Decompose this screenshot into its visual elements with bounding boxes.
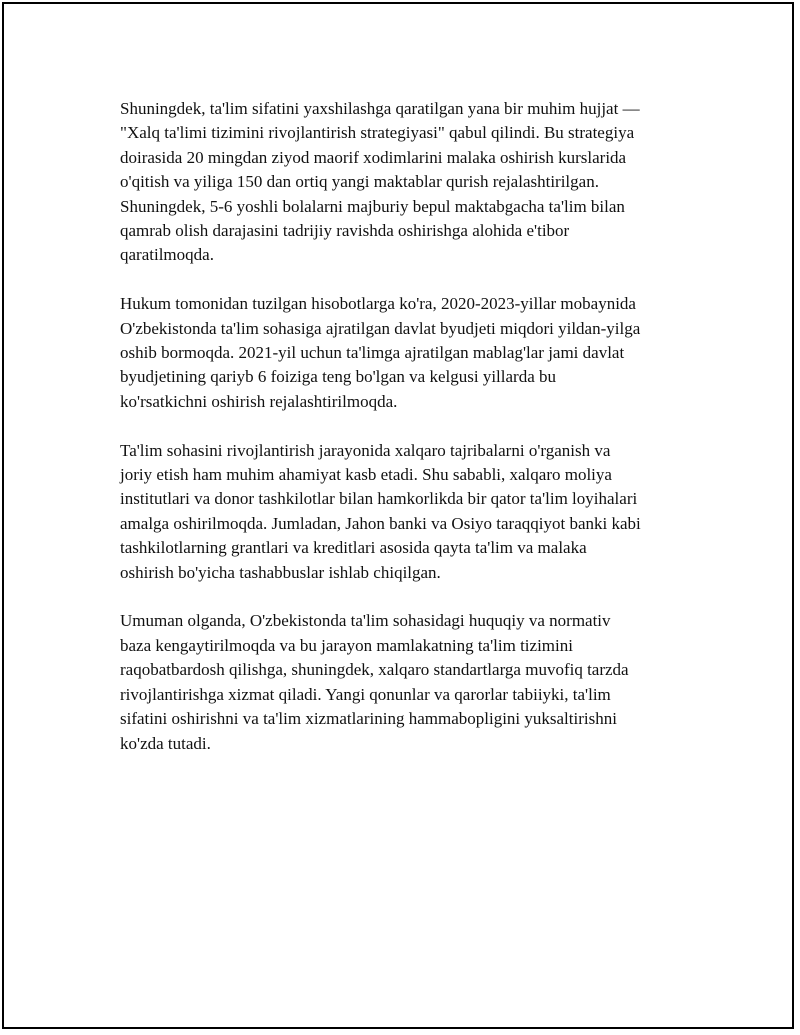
document-page — [2, 2, 794, 1029]
text-line: byudjetining qariyb 6 foiziga teng bo'lgan va kelgusi yillarda bu — [120, 367, 556, 387]
text-line: Shuningdek, ta'lim sifatini yaxshilashga qaratilgan yana bir muhim hujjat — — [120, 99, 640, 118]
text-line: "Xalq ta'limi tizimini rivojlantirish strategiyasi" qabul qilindi. Bu strategiya — [120, 123, 635, 143]
text-line: o'qitish va yiliga 150 dan ortiq yangi maktablar qurish rejalashtirilgan. — [120, 172, 599, 192]
text-line: sifatini oshirishni va ta'lim xizmatlarining hammabopligini yuksaltirishni — [120, 709, 617, 729]
text-line: ko'zda tutadi. — [120, 733, 211, 753]
text-line: doirasida 20 mingdan ziyod maorif xodimlarini malaka oshirish kurslarida — [120, 147, 627, 167]
text-line: raqobatbardosh qilishga, shuningdek, xalqaro standartlarga muvofiq tarzda — [120, 660, 629, 680]
text-line: oshib bormoqda. 2021-yil uchun ta'limga ajratilgan mablag'lar jami davlat — [120, 343, 625, 363]
text-line: ko'rsatkichni oshirish rejalashtirilmoqda. — [120, 391, 398, 411]
text-line: rivojlantirishga xizmat qiladi. Yangi qonunlar va qarorlar tabiiyki, ta'lim — [120, 684, 611, 704]
text-line: Ta'lim sohasini rivojlantirish jarayonida xalqaro tajribalarni o'rganish va — [120, 440, 611, 460]
document-body — [120, 97, 700, 780]
text-line: joriy etish ham muhim ahamiyat kasb etadi. Shu sababli, xalqaro moliya — [120, 465, 612, 485]
text-line: Hukum tomonidan tuzilgan hisobotlarga ko'ra, 2020-2023-yillar mobaynida — [120, 294, 636, 314]
text-line: baza kengaytirilmoqda va bu jarayon mamlakatning ta'lim tizimini — [120, 635, 573, 655]
text-line: tashkilotlarning grantlari va kreditlari asosida qayta ta'lim va malaka — [120, 538, 587, 558]
text-line: O'zbekistonda ta'lim sohasiga ajratilgan davlat byudjeti miqdori yildan-yilga — [120, 318, 641, 338]
text-line: oshirish bo'yicha tashabbuslar ishlab chiqilgan. — [120, 562, 441, 582]
paragraph-2 — [120, 292, 700, 414]
text-line: qamrab olish darajasini tadrijiy ravishda oshirishga alohida e'tibor — [120, 221, 570, 241]
paragraph-4 — [120, 609, 700, 755]
text-line: amalga oshirilmoqda. Jumladan, Jahon banki va Osiyo taraqqiyot banki kabi — [120, 513, 641, 533]
text-line: Shuningdek, 5-6 yoshli bolalarni majburiy bepul maktabgacha ta'lim bilan — [120, 196, 625, 216]
text-line: Umuman olganda, O'zbekistonda ta'lim sohasidagi huquqiy va normativ — [120, 611, 611, 631]
text-line: institutlari va donor tashkilotlar bilan hamkorlikda bir qator ta'lim loyihalari — [120, 489, 638, 509]
text-line: qaratilmoqda. — [120, 245, 214, 265]
paragraph-1 — [120, 97, 700, 268]
paragraph-3 — [120, 439, 700, 585]
